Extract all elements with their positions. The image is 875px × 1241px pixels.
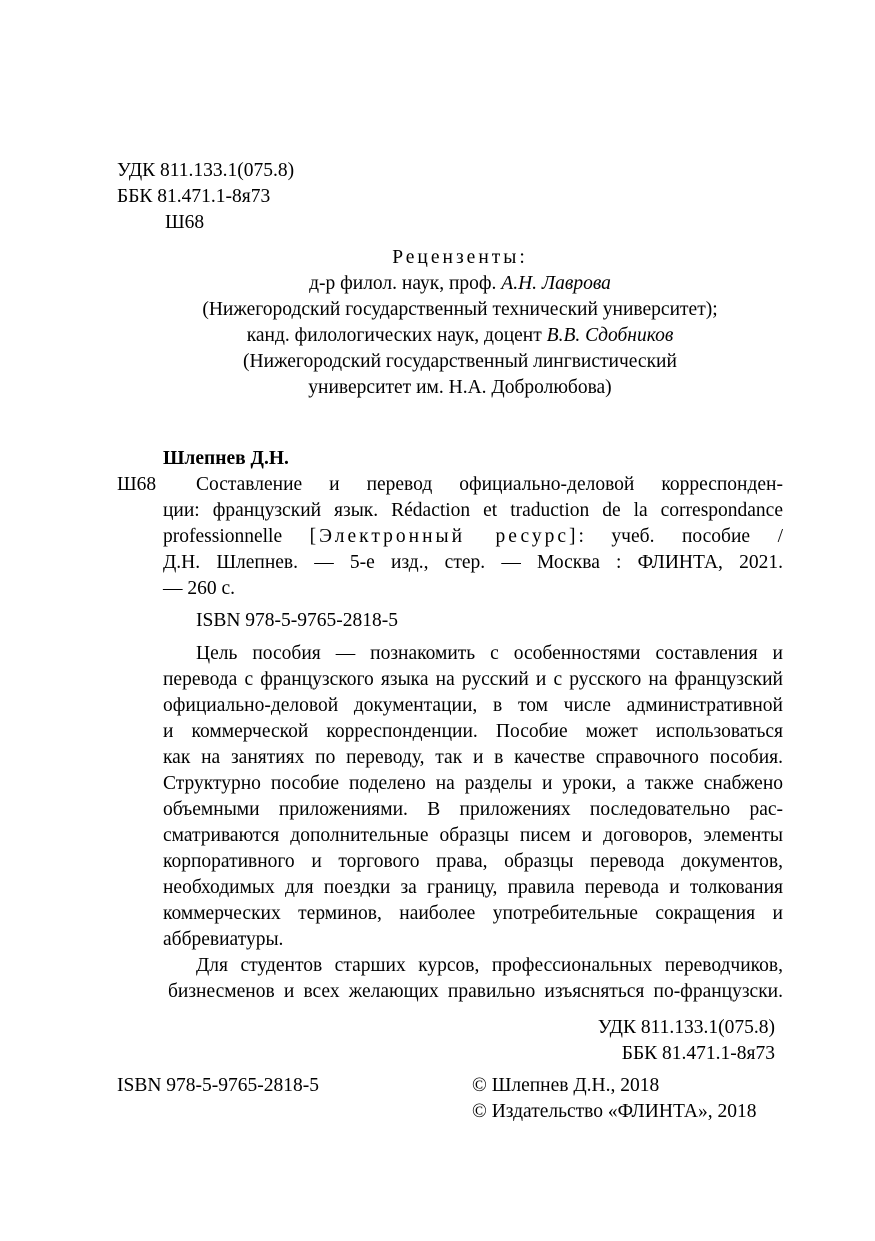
annotation-line: перевода с французского языка на русский и с русского на французский: [163, 669, 783, 690]
annotation-line: и коммерческой корреспонденции. Пособие может использоваться: [163, 721, 783, 742]
record-line-2: ции: французский язык. Rédaction et traduction de la correspondance: [163, 500, 783, 521]
reviewer-1-title: д-р филол. наук, проф.: [309, 273, 502, 294]
annotation-line: Структурно пособие поделено на разделы и уроки, а также снабжено: [163, 773, 783, 794]
footer-udk: УДК 811.133.1(075.8): [597, 1017, 775, 1038]
annotation-last-line: аббревиатуры.: [163, 929, 284, 950]
reviewers-heading: Рецензенты:: [392, 247, 528, 268]
record-line-3-part-a: professionnelle: [163, 526, 310, 547]
annotation-line: коммерческих терминов, наиболее употребительные сокращения и: [163, 903, 783, 924]
record-author: Шлепнев Д.Н.: [163, 448, 289, 469]
reviewer-2-name: В.В. Сдобников: [546, 325, 674, 346]
record-line-3-part-c: : учеб. пособие /: [578, 526, 783, 547]
annotation-line: необходимых для поездки за границу, правила перевода и толкования: [163, 877, 783, 898]
bbk-code: ББК 81.471.1-8я73: [117, 186, 271, 207]
reviewer-2-title: канд. филологических наук, доцент: [246, 325, 547, 346]
author-mark: Ш68: [165, 212, 205, 233]
reviewer-1: [100, 271, 820, 297]
record-line-4: Д.Н. Шлепнев. — 5-е изд., стер. — Москва : ФЛИНТА, 2021.: [163, 552, 783, 573]
record-mark: Ш68: [117, 474, 157, 495]
annotation-line: Цель пособия — познакомить с особенностями составления и: [196, 643, 783, 664]
record-isbn: ISBN 978-5-9765-2818-5: [196, 610, 399, 631]
reviewer-1-affiliation: (Нижегородский государственный технический университет);: [202, 299, 718, 320]
annotation-line: официально-деловой документации, в том числе административной: [163, 695, 783, 716]
annotation-line: объемными приложениями. В приложениях последовательно рас-: [163, 799, 783, 820]
record-electronic-resource: [Электронный ресурс]: [309, 526, 579, 547]
record-line-3: [163, 524, 783, 550]
record-line-5: — 260 с.: [163, 578, 236, 599]
reviewer-2-affiliation-line1: (Нижегородский государственный лингвистический: [243, 351, 677, 372]
copyright-author: © Шлепнев Д.Н., 2018: [472, 1075, 660, 1096]
audience-line-2: бизнесменов и всех желающих правильно изъясняться по-французски.: [168, 981, 783, 1002]
annotation-line: корпоративного и торгового права, образцы перевода документов,: [163, 851, 783, 872]
annotation-line: сматриваются дополнительные образцы писем и договоров, элементы: [163, 825, 783, 846]
reviewer-2-affiliation-line2: университет им. Н.А. Добролюбова): [308, 377, 612, 398]
footer-bbk: ББК 81.471.1-8я73: [621, 1043, 775, 1064]
reviewer-1-name: А.Н. Лаврова: [501, 273, 611, 294]
copyright-publisher: © Издательство «ФЛИНТА», 2018: [472, 1101, 757, 1122]
footer-isbn: ISBN 978-5-9765-2818-5: [117, 1075, 320, 1096]
udk-code: УДК 811.133.1(075.8): [117, 160, 295, 181]
audience-line-1: Для студентов старших курсов, профессиональных переводчиков,: [196, 955, 783, 976]
annotation-line: как на занятиях по переводу, так и в качестве справочного пособия.: [163, 747, 783, 768]
record-line-1: Составление и перевод официально-деловой корреспонден-: [196, 474, 783, 495]
reviewer-2: [100, 323, 820, 349]
